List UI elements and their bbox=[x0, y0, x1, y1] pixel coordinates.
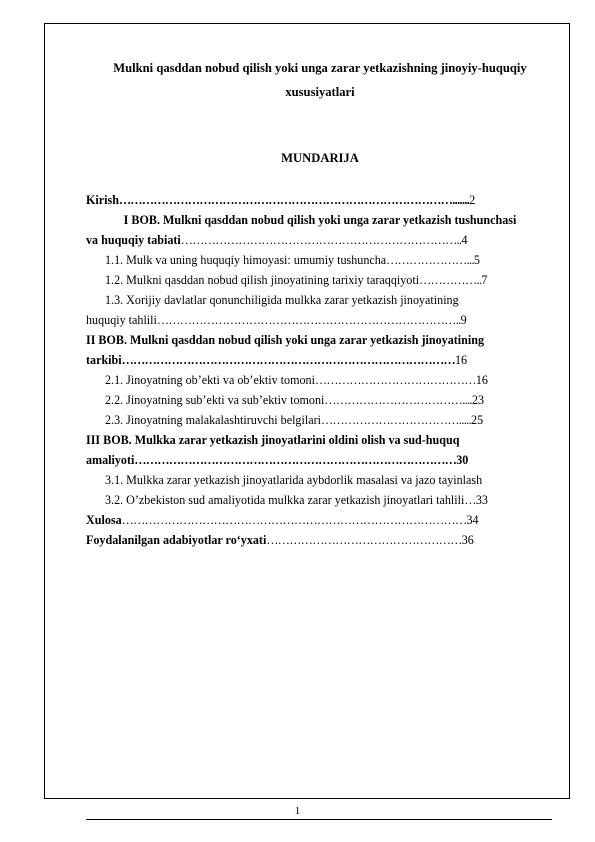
toc-page-number: 33 bbox=[475, 493, 488, 507]
toc-entry-title: III BOB. Mulkka zarar yetkazish jinoyatlarini oldini olish va sud-huquq bbox=[86, 433, 460, 447]
toc-entry-3-1 bbox=[86, 470, 554, 490]
toc-entry-title: 2.3. Jinoyatning malakalashtiruvchi belgilari bbox=[105, 413, 321, 427]
toc-page-number: 30 bbox=[456, 453, 469, 467]
toc-leader-dots: …………………………………………………………………………… bbox=[121, 353, 455, 367]
table-of-contents bbox=[86, 190, 554, 550]
toc-leader-dots: …………………………………………… bbox=[266, 533, 462, 547]
toc-entry-1-2 bbox=[86, 270, 554, 290]
toc-entry-chapter-2 bbox=[86, 330, 554, 350]
toc-entry-bibliography bbox=[86, 530, 554, 550]
toc-leader-dots: …………………... bbox=[386, 253, 474, 267]
toc-entry-3-2 bbox=[86, 490, 554, 510]
toc-entry-title: I BOB. Mulkni qasddan nobud qilish yoki unga zarar yetkazish tushunchasi bbox=[123, 213, 517, 227]
toc-entry-kirish bbox=[86, 190, 554, 210]
toc-entry-title: 1.2. Mulkni qasddan nobud qilish jinoyatining tarixiy taraqqiyoti bbox=[105, 273, 420, 287]
toc-page-number: 2 bbox=[469, 193, 476, 207]
toc-entry-2-1 bbox=[86, 370, 554, 390]
toc-entry-title: 3.1. Mulkka zarar yetkazish jinoyatlarida aybdorlik masalasi va jazo tayinlash bbox=[105, 473, 483, 487]
toc-page-number: 16 bbox=[475, 373, 488, 387]
toc-leader-dots: ……………………………………………………………….. bbox=[180, 233, 462, 247]
toc-page-number: 4 bbox=[461, 233, 468, 247]
toc-leader-dots: ……………………………….... bbox=[324, 393, 472, 407]
toc-page-number: 34 bbox=[466, 513, 479, 527]
page-number: 1 bbox=[294, 805, 301, 817]
toc-entry-title: va huquqiy tabiati bbox=[86, 233, 181, 247]
toc-entry-1-3-cont bbox=[86, 310, 554, 330]
toc-entry-chapter-1 bbox=[86, 210, 554, 230]
toc-leader-dots: …………….. bbox=[419, 273, 482, 287]
toc-entry-title: 2.1. Jinoyatning ob’ekti va ob’ektiv tomoni bbox=[105, 373, 315, 387]
toc-heading: MUNDARIJA bbox=[281, 151, 359, 165]
toc-entry-chapter-2-cont bbox=[86, 350, 554, 370]
toc-entry-title: 2.2. Jinoyatning sub’ekti va sub’ektiv tomoni bbox=[105, 393, 325, 407]
toc-entry-2-3 bbox=[86, 410, 554, 430]
toc-entry-title: amaliyoti bbox=[86, 453, 135, 467]
toc-leader-dots: … bbox=[464, 493, 476, 507]
toc-entry-chapter-1-cont bbox=[86, 230, 554, 250]
toc-page-number: 36 bbox=[461, 533, 474, 547]
toc-entry-1-3 bbox=[86, 290, 554, 310]
toc-entry-title: II BOB. Mulkni qasddan nobud qilish yoki unga zarar yetkazish jinoyatining bbox=[86, 333, 484, 347]
toc-page-number: 25 bbox=[471, 413, 484, 427]
toc-entry-title: 1.3. Xorijiy davlatlar qonunchiligida mulkka zarar yetkazish jinoyatining bbox=[105, 293, 459, 307]
toc-leader-dots: …………………………………………………………………….. bbox=[156, 313, 461, 327]
toc-leader-dots: ………………………………..... bbox=[320, 413, 472, 427]
toc-leader-dots: ………………………………………………………………………… bbox=[134, 453, 457, 467]
toc-entry-title: 3.2. O’zbekiston sud amaliyotida mulkka zarar yetkazish jinoyatlari tahlili bbox=[105, 493, 465, 507]
toc-entry-title: Foydalanilgan adabiyotlar ro‘yxati bbox=[86, 533, 267, 547]
toc-entry-chapter-3-cont bbox=[86, 450, 554, 470]
toc-entry-title: Xulosa bbox=[86, 513, 122, 527]
toc-entry-chapter-3 bbox=[86, 430, 554, 450]
footer-divider bbox=[86, 819, 552, 820]
toc-entry-title: 1.1. Mulk va uning huquqiy himoyasi: umumiy tushuncha bbox=[105, 253, 387, 267]
toc-page-number: 9 bbox=[460, 313, 467, 327]
toc-entry-title: Kirish bbox=[86, 193, 119, 207]
toc-leader-dots: ……………………………………………………………………………....... bbox=[118, 193, 470, 207]
toc-page-number: 7 bbox=[481, 273, 488, 287]
toc-page-number: 23 bbox=[471, 393, 485, 407]
toc-entry-1-1 bbox=[86, 250, 554, 270]
toc-page-number: 16 bbox=[454, 353, 468, 367]
toc-leader-dots: …………………………………… bbox=[314, 373, 476, 387]
toc-leader-dots: ……………………………………………………………………………… bbox=[121, 513, 467, 527]
toc-entry-xulosa bbox=[86, 510, 554, 530]
document-title: Mulkni qasddan nobud qilish yoki unga zarar yetkazishning jinoyiy-huquqiy xususiyatlari bbox=[113, 61, 527, 99]
toc-entry-title: huquqiy tahlili bbox=[86, 313, 157, 327]
toc-page-number: 5 bbox=[473, 253, 480, 267]
toc-entry-title: tarkibi bbox=[86, 353, 122, 367]
toc-entry-2-2 bbox=[86, 390, 554, 410]
